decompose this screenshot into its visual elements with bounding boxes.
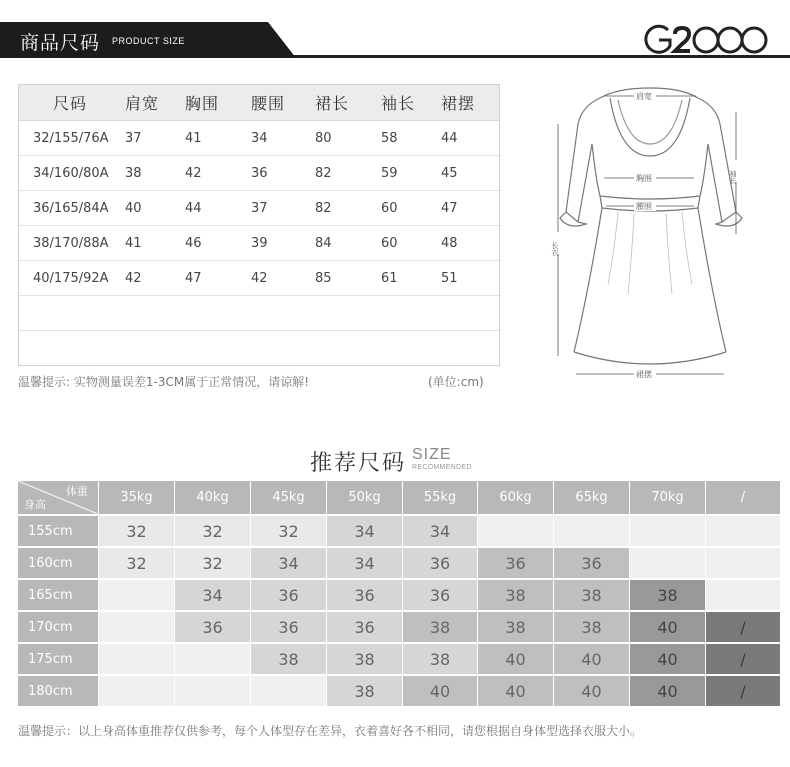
size-value-cell: 36 [554, 548, 629, 578]
size-value-cell: 47 [185, 270, 202, 286]
weight-header: 50kg [327, 481, 402, 514]
size-value-cell [99, 676, 174, 706]
size-col-header: 裙摆 [441, 94, 476, 113]
sleeve-label: 袖长 [729, 170, 737, 184]
corner-weight-label: 体重 [66, 485, 88, 498]
height-header: 155cm [18, 516, 98, 546]
size-value-cell: 40 [554, 676, 629, 706]
size-value-cell [706, 548, 780, 578]
size-value-cell: 32 [99, 516, 174, 546]
size-value-cell: 36 [478, 548, 553, 578]
size-value-cell [630, 548, 705, 578]
weight-header: 45kg [251, 481, 326, 514]
size-value-cell: 48 [441, 235, 458, 251]
size-code-cell: 32/155/76A [33, 130, 109, 146]
size-value-cell: 41 [185, 130, 202, 146]
size-value-cell: 36 [327, 580, 402, 610]
size-value-cell [706, 516, 780, 546]
size-value-cell: 45 [441, 165, 458, 181]
size-value-cell [706, 580, 780, 610]
size-value-cell: 36 [175, 612, 250, 642]
size-code-cell: 34/160/80A [33, 165, 109, 181]
size-value-cell: 40 [403, 676, 477, 706]
height-header: 160cm [18, 548, 98, 578]
table-row [19, 261, 499, 296]
size-value-cell: 38 [554, 580, 629, 610]
size-value-cell: 38 [478, 612, 553, 642]
size-value-cell: 44 [441, 130, 458, 146]
size-value-cell [175, 644, 250, 674]
size-value-cell: 34 [175, 580, 250, 610]
size-value-cell: 85 [315, 270, 332, 286]
size-value-cell: 47 [441, 200, 458, 216]
recommend-tip: 温馨提示：以上身高体重推荐仅供参考，每个人体型存在差异，衣着喜好各不相同，请您根据自身体型选择衣服大小。 [18, 724, 643, 738]
size-value-cell: 51 [441, 270, 458, 286]
size-code-cell: 38/170/88A [33, 235, 109, 251]
size-col-header: 袖长 [381, 94, 416, 113]
height-header: 165cm [18, 580, 98, 610]
weight-header: 65kg [554, 481, 629, 514]
size-value-cell: 40 [125, 200, 142, 216]
size-value-cell [99, 580, 174, 610]
size-col-header: 肩宽 [125, 94, 160, 113]
table-row [19, 156, 499, 191]
size-value-cell: 34 [327, 516, 402, 546]
size-value-cell: 40 [554, 644, 629, 674]
size-value-cell: 38 [630, 580, 705, 610]
unit-label: (单位:cm) [428, 375, 484, 389]
page-title: 商品尺码 [20, 32, 101, 54]
size-value-cell: 32 [99, 548, 174, 578]
size-value-cell: 37 [251, 200, 268, 216]
size-table [18, 84, 500, 366]
size-value-cell: 34 [327, 548, 402, 578]
size-value-cell: 82 [315, 165, 332, 181]
size-value-cell: 40 [630, 612, 705, 642]
size-value-cell: 40 [630, 676, 705, 706]
page-subtitle: PRODUCT SIZE [112, 36, 185, 46]
size-value-cell: 38 [125, 165, 142, 181]
size-code-cell: 36/165/84A [33, 200, 109, 216]
size-value-cell: 38 [403, 644, 477, 674]
size-value-cell [175, 676, 250, 706]
weight-header: 60kg [478, 481, 553, 514]
size-value-cell: 40 [478, 676, 553, 706]
size-value-cell [630, 516, 705, 546]
size-value-cell: 46 [185, 235, 202, 251]
table-row [19, 226, 499, 261]
size-value-cell: 42 [125, 270, 142, 286]
size-value-cell: 38 [327, 644, 402, 674]
size-value-cell: / [706, 644, 780, 674]
weight-header: 70kg [630, 481, 705, 514]
size-value-cell: 44 [185, 200, 202, 216]
size-value-cell: / [706, 612, 780, 642]
size-col-header: 腰围 [251, 94, 286, 113]
size-value-cell: 36 [327, 612, 402, 642]
size-value-cell: 42 [185, 165, 202, 181]
size-value-cell: 34 [251, 548, 326, 578]
size-value-cell: 80 [315, 130, 332, 146]
size-value-cell: 60 [381, 235, 398, 251]
size-value-cell: 32 [175, 548, 250, 578]
grid-corner [18, 481, 98, 514]
size-value-cell: 36 [251, 612, 326, 642]
size-value-cell: 58 [381, 130, 398, 146]
weight-header: / [706, 481, 780, 514]
size-value-cell: 32 [251, 516, 326, 546]
size-value-cell [99, 612, 174, 642]
size-col-header: 尺码 [53, 94, 88, 113]
size-value-cell: 60 [381, 200, 398, 216]
weight-header: 55kg [403, 481, 477, 514]
waist-label: 腰围 [636, 202, 652, 211]
height-header: 180cm [18, 676, 98, 706]
chest-label: 胸围 [636, 174, 652, 183]
size-value-cell: 36 [251, 580, 326, 610]
size-code-cell: 40/175/92A [33, 270, 109, 286]
size-value-cell: 82 [315, 200, 332, 216]
size-value-cell: / [706, 676, 780, 706]
length-label: 长衣 [551, 242, 559, 256]
size-table-header [19, 85, 499, 121]
table-row [19, 296, 499, 331]
size-value-cell: 36 [251, 165, 268, 181]
recommend-title-en: SIZE [412, 446, 452, 463]
size-value-cell [478, 516, 553, 546]
height-header: 175cm [18, 644, 98, 674]
corner-height-label: 身高 [24, 498, 46, 511]
size-value-cell: 37 [125, 130, 142, 146]
brand-logo [644, 24, 774, 56]
size-value-cell: 41 [125, 235, 142, 251]
size-value-cell [554, 516, 629, 546]
size-value-cell: 38 [403, 612, 477, 642]
size-value-cell: 36 [403, 580, 477, 610]
size-value-cell: 39 [251, 235, 268, 251]
table-row [19, 331, 499, 366]
size-value-cell: 40 [630, 644, 705, 674]
table-row [19, 191, 499, 226]
size-value-cell: 38 [478, 580, 553, 610]
weight-header: 40kg [175, 481, 250, 514]
weight-header: 35kg [99, 481, 174, 514]
size-value-cell: 38 [327, 676, 402, 706]
size-value-cell: 61 [381, 270, 398, 286]
size-col-header: 裙长 [315, 94, 350, 113]
size-value-cell: 42 [251, 270, 268, 286]
recommend-title-sub: RECOMMENDED [412, 464, 472, 471]
measure-tip: 温馨提示: 实物测量误差1-3CM属于正常情况，请谅解! [18, 375, 310, 389]
height-header: 170cm [18, 612, 98, 642]
size-col-header: 胸围 [185, 94, 220, 113]
table-row [19, 121, 499, 156]
size-value-cell: 40 [478, 644, 553, 674]
hem-label: 裙摆 [636, 370, 652, 379]
recommend-title: 推荐尺码 [310, 451, 407, 476]
size-value-cell: 84 [315, 235, 332, 251]
shoulder-label: 肩宽 [636, 92, 652, 101]
size-value-cell: 38 [251, 644, 326, 674]
size-value-cell: 34 [403, 516, 477, 546]
size-value-cell: 32 [175, 516, 250, 546]
size-value-cell [99, 644, 174, 674]
size-value-cell: 34 [251, 130, 268, 146]
size-value-cell: 36 [403, 548, 477, 578]
size-value-cell: 59 [381, 165, 398, 181]
dress-diagram [548, 84, 752, 384]
size-value-cell [251, 676, 326, 706]
size-value-cell: 38 [554, 612, 629, 642]
